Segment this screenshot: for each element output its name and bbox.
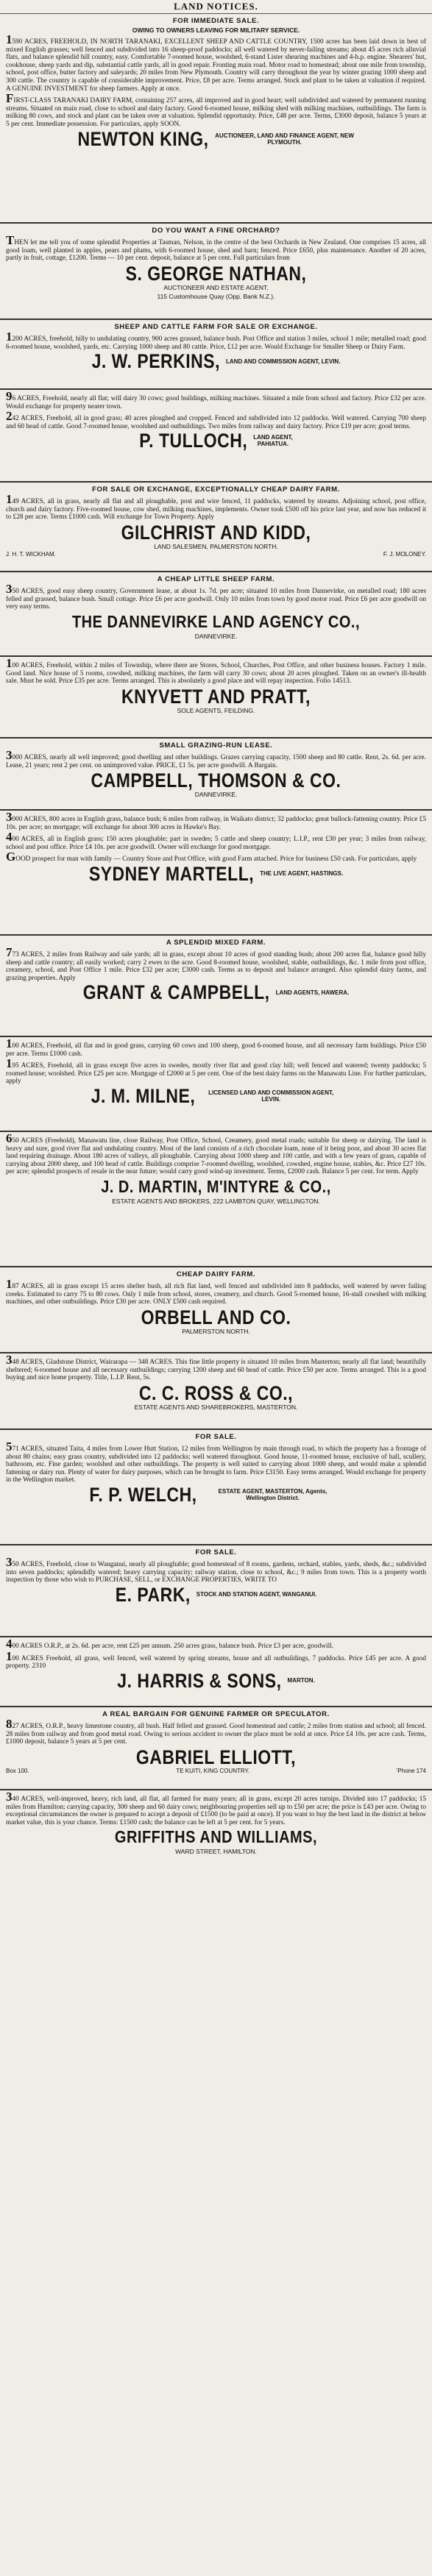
advertiser-name: P. TULLOCH, [139, 430, 248, 452]
advertiser-name: GRANT & CAMPBELL, [82, 981, 270, 1004]
ad-paragraph: 348 ACRES, Gladstone District, Wairarapa — 348 ACRES. This fine little property is situated 10 miles from Masterton; nearly all flat land; beautifully sheltered; 6-roomed house and all necessary outbuildings; carrying 1200 sheep and 60 head of cattle. Price £50 per acre. Terms arranged. This is a good buying and nice home property. Title, L.I.P. Rent, 5s. [6, 1353, 426, 1382]
advertiser-name: CAMPBELL, THOMSON & CO. [91, 769, 341, 792]
ad-heading: A SPLENDID MIXED FARM. [166, 939, 266, 947]
ad-harris-sons [0, 1637, 432, 1707]
ad-knyvett-pratt [0, 657, 432, 739]
advertiser-name: J. HARRIS & SONS, [117, 1669, 282, 1692]
ad-tulloch [0, 390, 432, 483]
advertiser-name: GRIFFITHS AND WILLIAMS, [114, 1828, 318, 1848]
ad-heading: FOR IMMEDIATE SALE. [172, 17, 260, 25]
ad-paragraph: 350 ACRES, Freehold, close to Wanganui, nearly all ploughable; good homestead of 8 rooms, gardens, orchard, stables, yards, sheds, &c.; subdivided into seven paddocks; splendidly watered; heavy carrying capacity; railway station, close to school, &c.; 9 miles from town. This is a property worth inspection by those who wish to PURCHASE, SELL, or EXCHANGE PROPERTIES, WRITE TO [6, 1555, 426, 1584]
ad-heading: SMALL GRAZING-RUN LEASE. [159, 741, 273, 750]
ad-campbell-thomson [0, 739, 432, 811]
ad-heading: FOR SALE OR EXCHANGE, EXCEPTIONALLY CHEAP DAIRY FARM. [92, 485, 340, 494]
advertiser-name: NEWTON KING, [77, 127, 209, 150]
advertiser-town: PAHIATUA. [257, 441, 289, 448]
ad-griffiths-williams [0, 1790, 432, 1913]
advertiser-name: SYDNEY MARTELL, [88, 863, 255, 885]
advertiser-name: GILCHRIST AND KIDD, [121, 521, 311, 544]
advertiser-row [6, 865, 426, 883]
ad-gabriel-elliott [0, 1707, 432, 1790]
advertiser-name: F. P. WELCH, [89, 1484, 197, 1506]
ad-heading: CHEAP DAIRY FARM. [176, 1270, 256, 1278]
advertiser-row [6, 1087, 426, 1105]
ad-paragraph: 3000 ACRES, nearly all well improved; good dwelling and other buildings. Grazes carrying capacity, 1500 sheep and 80 cattle. Rent, 2s. 6d. per acre. Lease, 21 years; rent 2 per cent. on unimproved value. PRICE, £1 5s. per acre goodwill. A Bargain. [6, 748, 426, 769]
advertiser-row [6, 981, 426, 1004]
ad-fp-welch [0, 1430, 432, 1545]
ad-heading: DO YOU WANT A FINE ORCHARD? [152, 227, 280, 235]
advertiser-row [6, 430, 426, 452]
ad-paragraph: 340 ACRES, well-improved, heavy, rich land, all flat, all farmed for many years; all in grass, except 20 acres turnips. Divided into 17 paddocks; 15 miles from Hamilton; carrying capacity, 300 sheep and 60 dairy cows; neighbouring properties sell up to £50 per acre; the price is £43 per acre. Owing to exceptional circumstances the owner is prepared to accept a deposit of £1500 (to be paid at once). If you want to buy the best land in the district at below market value, this is your chance. Terms: £1500 cash; the balance can be left at 5 per cent. for 5 years. [6, 1790, 426, 1826]
ad-heading: A REAL BARGAIN FOR GENUINE FARMER OR SPECULATOR. [102, 1710, 330, 1718]
ad-paragraph: 187 ACRES, all in grass except 15 acres shelter bush, all rich flat land, well fenced and subdivided into 8 paddocks, well watered by never failing creeks. Estimated to carry 75 to 80 cows. Only 1 mile from school, stores, creamery, and church. Good 5-roomed house, 16-stall cowshed with milking machines, and other outbuildings. Price £30 per acre. ONLY £500 cash required. [6, 1277, 426, 1306]
ad-sydney-martell [0, 811, 432, 936]
page-masthead: LAND NOTICES. [0, 0, 432, 14]
phone-number: 'Phone 174 [396, 1767, 426, 1774]
advertiser-name: KNYVETT AND PRATT, [121, 685, 311, 708]
advertiser-details: SOLE AGENTS, FEILDING. [177, 706, 255, 714]
ad-dannevirke-land-agency [0, 572, 432, 657]
ad-paragraph: 1200 ACRES, freehold, hilly to undulating country, 900 acres grassed, balance bush. Post Office and station 3 miles, school 1 mile; metalled road; good 6-roomed house, woolshed, yards, etc. Carrying 1000 sheep and 80 cattle. Price, £12 per acre. Would Exchange for Smaller Sheep or Dairy Farm. [6, 330, 426, 351]
ad-heading: A CHEAP LITTLE SHEEP FARM. [157, 575, 275, 583]
advertiser-details: LAND AGENTS, HAWERA. [275, 989, 350, 996]
ad-perkins [0, 320, 432, 390]
advertiser-details: DANNEVIRKE. [194, 632, 238, 640]
ad-paragraph: FIRST-CLASS TARANAKI DAIRY FARM, containing 257 acres, all improved and in good heart; well subdivided and watered by permanent running streams. Situated on main road, close to school and dairy factory. Good 6-roomed house, milking shed with milking machines, outbuildings. The farm is milking 80 cows, and stock and plant can be taken over at valuation. Splendid opportunity. Price, £48 per acre. Terms, £3000 deposit, balance 5 years at 5 per cent. Immediate possession. For particulars, apply SOON. [6, 91, 426, 128]
advertiser-name: C. C. ROSS & CO., [138, 1381, 294, 1404]
ad-heading: SHEEP AND CATTLE FARM FOR SALE OR EXCHANGE. [114, 323, 318, 331]
advertiser-details: DANNEVIRKE. [194, 791, 238, 799]
advertiser-name: J. W. PERKINS, [91, 350, 220, 373]
ad-paragraph: THEN let me tell you of some splendid Properties at Tasman, Nelson, in the centre of the best Orchards in New Zealand. One comprises 15 acres, all good loam, well planted in apples, pears and plums, with 6-roomed house, shed and barn; fenced. Price £650, plus maintenance. Another of 20 acres, partly in fruit, cottage, £1200. Terms — 10 per cent. deposit, balance at 5 per cent. Full particulars from [6, 233, 426, 263]
ad-paragraph: 149 ACRES, all in grass, nearly all flat and all ploughable, post and wire fenced, 11 paddocks, watered by streams. Adjoining school, post office, church and dairy factory. Five-roomed house, cow shed, milking machines, implements. Owner took £500 off his price last year, and now has reduced it to £28 per acre. Terms £1000 cash. Will exchange for Town Property. Apply [6, 492, 426, 522]
advertiser-details: WARD STREET, HAMILTON. [175, 1848, 257, 1856]
ad-e-park [0, 1545, 432, 1637]
ad-paragraph: 100 ACRES, Freehold, all flat and in good grass, carrying 60 cows and 100 sheep, good 6-roomed house, and all necessary farm buildings. Price £50 per acre. Terms £1000 cash. [6, 1037, 426, 1058]
ad-cc-ross [0, 1353, 432, 1430]
advertiser-details: AUCTIONEER AND ESTATE AGENT, [163, 283, 269, 291]
ad-george-nathan [0, 224, 432, 320]
advertiser-name: THE DANNEVIRKE LAND AGENCY CO., [71, 613, 361, 632]
advertiser-address: 115 Customhouse Quay (Opp. Bank N.Z.). [157, 292, 275, 300]
ad-heading: FOR SALE. [195, 1548, 237, 1556]
advertiser-details: ESTATE AGENTS AND SHAREBROKERS, MASTERTON. [134, 1403, 298, 1411]
advertiser-row [6, 350, 426, 373]
partner-name: F. J. MOLONEY. [383, 550, 426, 558]
ad-paragraph: 827 ACRES, O.R.P., heavy limestone country, all bush. Half felled and grassed. Good homestead and cattle; 2 miles from station and school; all fenced. 28 miles from railway and from good metal road. Owing to serious accident to owner the place must be sold at once. Price £4 10s. per acre cash. Terms, £1000 deposit, balance 5 years at 5 per cent. [6, 1717, 426, 1746]
advertiser-row [6, 1583, 426, 1606]
ad-paragraph: 96 ACRES, Freehold, nearly all flat; will dairy 30 cows; good buildings, milking machines. Situated a mile from school and factory. Price £32 per acre. Would exchange for property nearer town. [6, 390, 426, 410]
advertiser-details: AUCTIONEER, LAND AND FINANCE AGENT, NEW PLYMOUTH. [215, 132, 354, 146]
ad-heading: FOR SALE. [195, 1433, 237, 1441]
box-number: Box 100. [6, 1767, 29, 1774]
ad-paragraph: 195 ACRES, Freehold, all in grass except five acres in swedes, mostly river flat and good clay hill; well fenced and watered; twenty paddocks; 5 roomed house; woolshed. Price £25 per acre. Mortgage of £2000 at 5 per cent. One of the best dairy farms on the Manawatu Line. For further particulars, apply [6, 1056, 426, 1086]
advertiser-details: TE KUITI, KING COUNTRY. [176, 1767, 250, 1774]
advertiser-details: ESTATE AGENTS AND BROKERS, 222 LAMBTON QUAY, WELLINGTON. [112, 1197, 320, 1205]
ad-orbell [0, 1267, 432, 1353]
ad-paragraph: 350 ACRES, good easy sheep country, Government lease, at about 1s. 7d. per acre; situated 10 miles from Dannevirke, on metalled road; 180 acres felled and grassed, balance bush. Small cottage. Price £6 per acre goodwill. Only 10 miles from town by good motor road. Price £6 per acre goodwill on very easy terms. [6, 582, 426, 611]
advertiser-name: J. M. MILNE, [91, 1085, 196, 1107]
advertiser-details: LAND AND COMMISSION AGENT, LEVIN. [226, 357, 341, 365]
ad-paragraph: 242 ACRES, Freehold, all in good grass; 40 acres ploughed and cropped. Fenced and subdivided into 12 paddocks. Well watered. Carrying 700 sheep and 60 head of cattle. Good 7-roomed house, woolshed and outbuildings. Two miles from railway and dairy factory. Price £19 per acre; good terms. [6, 409, 426, 430]
ad-martin-mcintyre [0, 1132, 432, 1267]
advertiser-details: MARTON. [287, 1677, 315, 1684]
ad-paragraph: 650 ACRES (Freehold), Manawatu line, close Railway, Post Office, School, Creamery, good metal roads; suitable for sheep or dairying. The land is heavy and sure, good river flat and undulating country. Most of the land consists of a rich chocolate loam, none of it being poor, and about 30 acres flat land requiring drainage. About 180 acres of valleys, all ploughable. Carrying about 1000 sheep and 100 cattle, and with a few years of grass, capable of carrying about 2000 sheep, and 100 head of cattle. Buildings comprise 7-roomed dwelling, woolshed, cowshed, engine house, stables, &c. Price £27 10s. per acre; splendid prospects of resale in the near future; would carry good wind-up investment. Terms, £2000 cash. Balance 5 per cent. for term. Apply [6, 1132, 426, 1176]
advertiser-details: ESTATE AGENT, MASTERTON, Agents, Wellington District. [218, 1487, 327, 1501]
advertiser-details: STOCK AND STATION AGENT, WANGANUI. [196, 1591, 317, 1598]
ad-gilchrist-kidd [0, 483, 432, 572]
advertiser-contact-row [6, 1768, 426, 1774]
ad-paragraph: 400 ACRES O.R.P., at 2s. 6d. per acre, rent £25 per annum. 250 acres grass, balance bush. Price £3 per acre, goodwill. [6, 1637, 334, 1651]
advertiser-details: THE LIVE AGENT, HASTINGS. [260, 870, 344, 878]
ad-paragraph: 100 ACRES Freehold, all grass, well fenced, well watered by spring streams, house and all outbuildings, 7 paddocks. Price £45 per acre. A good property. 2310 [6, 1648, 426, 1671]
ad-paragraph: 100 ACRES, Freehold, within 2 miles of Township, where there are Stores, School, Churches, Post Office, and other business houses. Factory 1 mile. Good land. Nice house of 5 rooms, cowshed, milking machines, the farm will carry 30 cows; about 20 acres ploughed. Taken on an owner's ill-health sale. Must be sold. Price £35 per acre. Terms arranged. This is absolutely a good place and will repay inspection. Folio 14513. [6, 657, 426, 686]
advertiser-details: LAND SALESMEN, PALMERSTON NORTH. [154, 542, 278, 550]
advertiser-details: PALMERSTON NORTH. [182, 1327, 250, 1335]
advertiser-row [6, 1669, 426, 1692]
advertiser-row [6, 127, 426, 150]
advertiser-details: LICENSED LAND AND COMMISSION AGENT, LEVIN. [208, 1089, 334, 1103]
ad-paragraph: GOOD prospect for man with family — Country Store and Post Office, with good Farm attached. Price for business £50 cash. For particulars, apply [6, 850, 417, 864]
ad-grant-campbell [0, 936, 432, 1037]
ad-paragraph: 3000 ACRES, 800 acres in English grass, balance bush; 6 miles from railway, in Waikato district; 32 paddocks; great bullock-fattening country. Price £5 10s. per acre; no mortgage; will exchange for about 300 acres in Hawke's Bay. [6, 811, 426, 831]
ad-newton-king [0, 14, 432, 224]
ad-paragraph: 571 ACRES, situated Taita, 4 miles from Lower Hutt Station, 12 miles from Wellington by main through road, to which the property has a frontage of about 80 chains; easy grass country, subdivided into 12 paddocks; well watered throughout. Good house, 11-roomed house, exclusive of hall, scullery, bathroom, etc. Fine garden; woolshed and other outbuildings. The property is well suited to carrying about 1000 sheep, and would make a splendid fattening or dairy run. Plenty of water for dairy purposes, which can be brought to farm. Price £3150. Easy terms arranged. Would exchange for property in the Wellington market. [6, 1440, 426, 1484]
advertiser-name: GABRIEL ELLIOTT, [135, 1746, 297, 1768]
advertiser-name: S. GEORGE NATHAN, [125, 262, 307, 285]
advertiser-name: J. D. MARTIN, M'INTYRE & CO., [101, 1178, 331, 1197]
advertiser-name: E. PARK, [115, 1583, 191, 1606]
ad-paragraph: 1590 ACRES, FREEHOLD, IN NORTH TARANAKI, EXCELLENT SHEEP AND CATTLE COUNTRY, 1500 acres has been laid down in best of mixed English grasses; well fenced and subdivided into 16 sheep-proof paddocks; all well watered by never-failing streams; about 45 acres rich alluvial flats, and balance splendid hill country, easy. Comfortable 7-roomed house, woolshed, 6-stand Lister shearing machines and 4-h.p. engine. Shearers' hut, cookhouse, sheep yards and dip, substantial cattle yards, all in good repair. Fronting main road. Motor road to homestead; about one mile from township, school, post office, butter factory and saleyards; 20 miles from New Plymouth. Country will carry throughout the year by winter grazing 1000 sheep and 300 cattle. The country is capable of considerable improvement. Price, £8 per acre. Terms arranged. Stock and plant to be taken at valuation if required. A GENUINE INVESTMENT for sheep farmers. Apply at once. [6, 32, 426, 93]
ad-paragraph: 400 ACRES, all in English grass; 150 acres ploughable; part in swedes; 5 cattle and sheep country; L.I.P., rent £30 per year; 3 miles from railway, school and post office. Price £4 10s. per acre goodwill. Owner will exchange for good mortgage. [6, 830, 426, 851]
ad-subheading: OWING TO OWNERS LEAVING FOR MILITARY SERVICE. [132, 26, 300, 34]
advertiser-name: ORBELL AND CO. [141, 1306, 291, 1328]
partner-names [6, 551, 426, 558]
ad-jm-milne [0, 1037, 432, 1132]
partner-name: J. H. T. WICKHAM. [6, 550, 56, 558]
advertiser-row [6, 1486, 426, 1504]
advertiser-details [253, 434, 292, 447]
ad-paragraph: 773 ACRES, 2 miles from Railway and sale yards; all in grass, except about 10 acres of good standing bush; about 200 acres flat, balance good hilly sheep and cattle country; all easily worked; carry 2 ewes to the acre. Good 8-roomed house, woolshed, stable, outbuildings, &c. 1 mile from post office, creamery, school, and Post Office 1 mile. Price £32 per acre; £3000 cash. Terms as to deposit and balance arranged. Also splendid dairy farms, and grazing properties. Apply [6, 945, 426, 982]
advertiser-role: LAND AGENT, [253, 434, 293, 441]
